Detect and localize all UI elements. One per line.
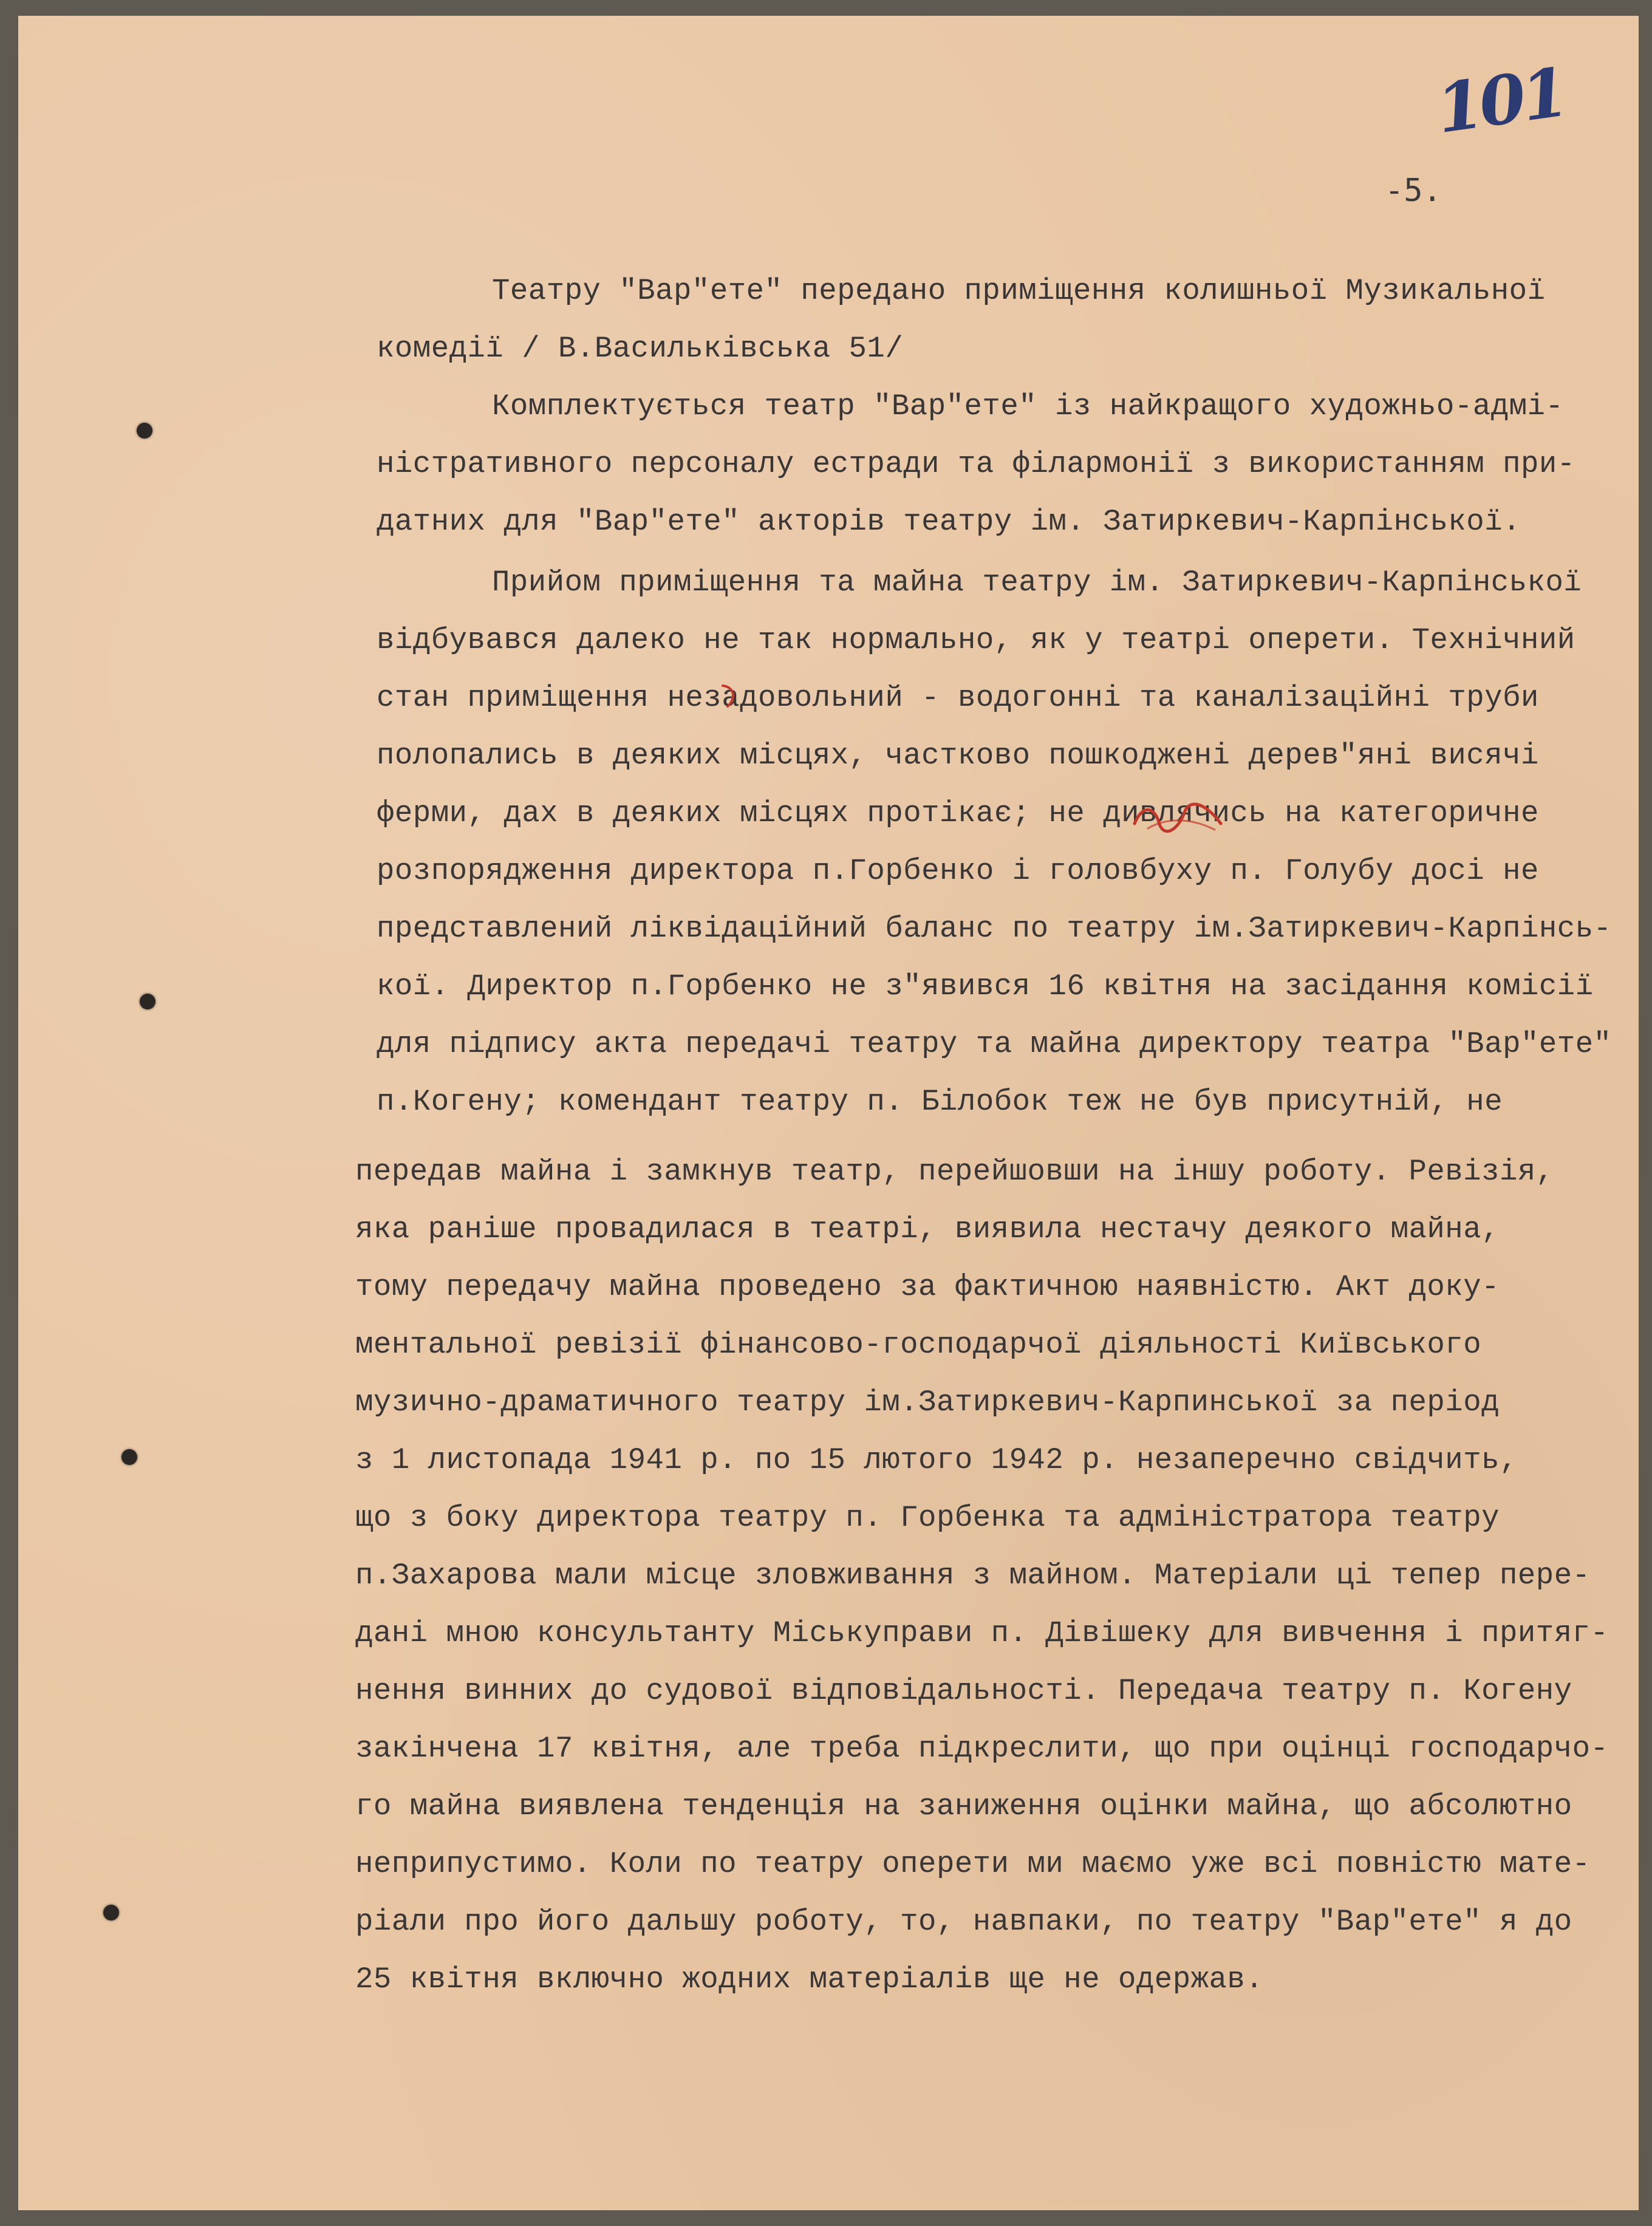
punch-hole bbox=[140, 994, 155, 1009]
text-line: дані мною консультанту Міськуправи п. Дівішеку для вивчення і притяг- bbox=[355, 1616, 1609, 1650]
text-line: ністративного персоналу естради та філармонії з використанням при- bbox=[377, 447, 1575, 481]
text-line: з 1 листопада 1941 р. по 15 лютого 1942 р. незаперечно свідчить, bbox=[355, 1443, 1518, 1477]
text-line: стан приміщення незадовольний - водогонні та каналізаційні труби bbox=[377, 681, 1539, 715]
archive-page-number: 101 bbox=[1432, 52, 1570, 149]
punch-hole bbox=[121, 1449, 137, 1465]
text-line: яка раніше провадилася в театрі, виявила нестачу деякого майна, bbox=[355, 1212, 1500, 1246]
red-ink-correction bbox=[1130, 799, 1227, 836]
text-line: нення винних до судової відповідальності. Передача театру п. Когену bbox=[355, 1674, 1572, 1708]
text-line: неприпустимо. Коли по театру оперети ми маємо уже всі повністю мате- bbox=[355, 1847, 1591, 1881]
text-line: датних для "Вар"ете" акторів театру ім. Затиркевич-Карпінської. bbox=[377, 505, 1521, 539]
text-line: Комплектується театр "Вар"ете" із найкращого художньо-адмі- bbox=[492, 389, 1564, 423]
text-line: ріали про його дальшу роботу, то, навпаки, по театру "Вар"ете" я до bbox=[355, 1905, 1572, 1939]
text-line: Театру "Вар"ете" передано приміщення колишньої Музикальної bbox=[492, 274, 1546, 308]
text-line: відбувався далеко не так нормально, як у театрі оперети. Технічний bbox=[377, 623, 1575, 657]
page-number: -5. bbox=[1385, 172, 1442, 209]
red-ink-mark bbox=[717, 681, 741, 711]
text-line: п.Захарова мали місце зловживання з майном. Матеріали ці тепер пере- bbox=[355, 1559, 1591, 1593]
punch-hole bbox=[103, 1905, 119, 1920]
text-line: ферми, дах в деяких місцях протікає; не дивлячись на категоричне bbox=[377, 796, 1539, 830]
text-line: Прийом приміщення та майна театру ім. Затиркевич-Карпінської bbox=[492, 565, 1582, 599]
text-line: передав майна і замкнув театр, перейшовши на іншу роботу. Ревізія, bbox=[355, 1155, 1554, 1189]
text-line: тому передачу майна проведено за фактичною наявністю. Акт доку- bbox=[355, 1270, 1500, 1304]
text-line: представлений ліквідаційний баланс по театру ім.Затиркевич-Карпінсь- bbox=[377, 912, 1612, 946]
text-line: розпорядження директора п.Горбенко і головбуху п. Голубу досі не bbox=[377, 854, 1539, 888]
punch-hole bbox=[137, 423, 152, 439]
text-line: музично-драматичного театру ім.Затиркевич-Карпинської за період bbox=[355, 1385, 1500, 1419]
text-line: для підпису акта передачі театру та майна директору театра "Вар"ете" bbox=[377, 1027, 1612, 1061]
text-line: полопались в деяких місцях, частково пошкоджені дерев"яні висячі bbox=[377, 739, 1539, 773]
text-line: го майна виявлена тенденція на заниження оцінки майна, що абсолютно bbox=[355, 1789, 1572, 1823]
text-line: п.Когену; комендант театру п. Білобок теж не був присутній, не bbox=[377, 1085, 1503, 1119]
text-line: 25 квітня включно жодних матеріалів ще не одержав. bbox=[355, 1962, 1264, 1996]
text-line: кої. Директор п.Горбенко не з"явився 16 квітня на засідання комісії bbox=[377, 969, 1594, 1003]
text-line: ментальної ревізії фінансово-господарчої діяльності Київського bbox=[355, 1328, 1482, 1362]
text-line: закінчена 17 квітня, але треба підкреслити, що при оцінці господарчо- bbox=[355, 1732, 1609, 1766]
text-line: комедії / В.Васильківська 51/ bbox=[377, 332, 904, 366]
text-line: що з боку директора театру п. Горбенка та адміністратора театру bbox=[355, 1501, 1500, 1535]
